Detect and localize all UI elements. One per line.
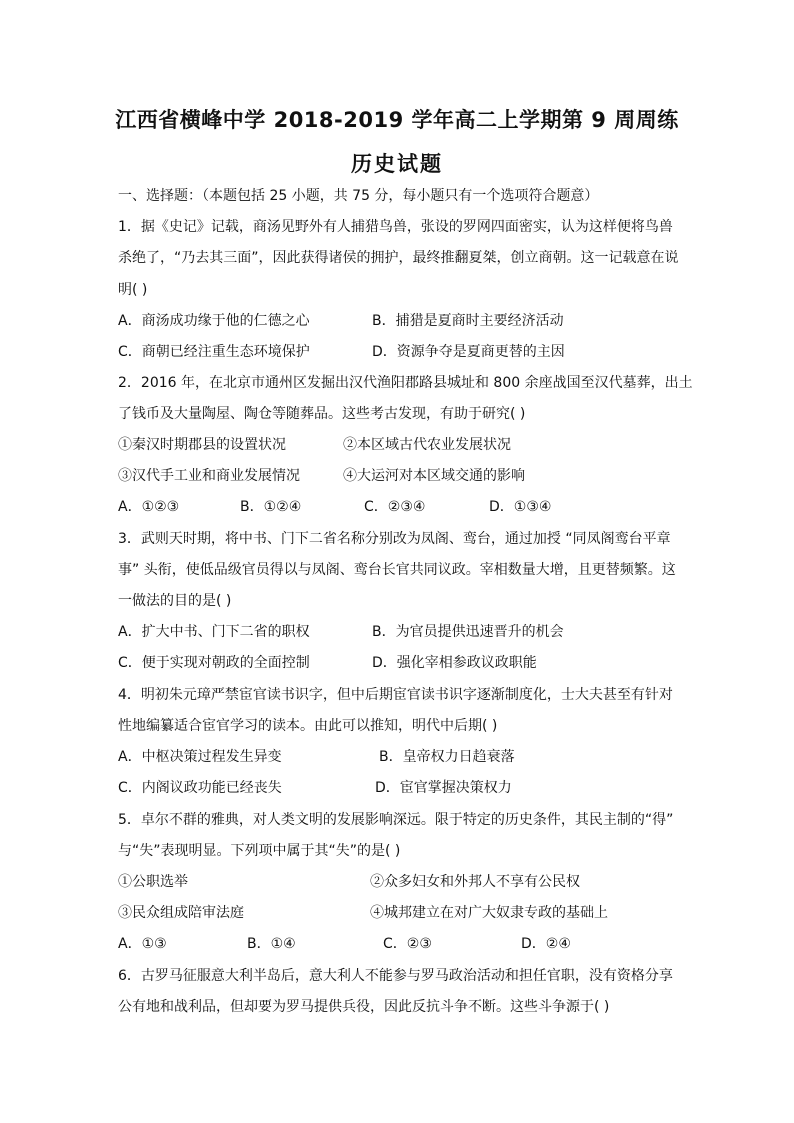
q2-option-d: D．①③④ bbox=[489, 499, 552, 515]
q5-statement-2: ②众多妇女和外邦人不享有公民权 bbox=[370, 874, 580, 890]
q3-line-2: 事” 头衔，使低品级官员得以与凤阁、鸾台长官共同议政。宰相数量大增，且更替频繁。这 bbox=[118, 562, 676, 578]
q3-option-d: D．强化宰相参政议政职能 bbox=[372, 655, 537, 671]
q3-option-b: B．为官员提供迅速晋升的机会 bbox=[372, 624, 564, 640]
q2-statement-2: ②本区域古代农业发展状况 bbox=[343, 437, 511, 453]
q5-line-1: 5．卓尔不群的雅典，对人类文明的发展影响深远。限于特定的历史条件，其民主制的“得” bbox=[118, 812, 674, 828]
q4-option-a: A．中枢决策过程发生异变 bbox=[118, 749, 282, 765]
q1-option-c: C．商朝已经注重生态环境保护 bbox=[118, 344, 310, 360]
q4-line-1: 4．明初朱元璋严禁宦官读书识字，但中后期宦官读书识字逐渐制度化，士大夫甚至有针对 bbox=[118, 687, 673, 703]
q1-line-2: 杀绝了，“乃去其三面”，因此获得诸侯的拥护，最终推翻夏桀，创立商朝。这一记载意在说 bbox=[118, 250, 679, 266]
q2-statement-1: ①秦汉时期郡县的设置状况 bbox=[118, 437, 286, 453]
q4-option-b: B．皇帝权力日趋衰落 bbox=[379, 749, 515, 765]
q5-option-a: A．①③ bbox=[118, 936, 167, 952]
q2-option-c: C．②③④ bbox=[364, 499, 426, 515]
q1-option-a: A．商汤成功缘于他的仁德之心 bbox=[118, 313, 310, 329]
q5-statement-3: ③民众组成陪审法庭 bbox=[118, 905, 244, 921]
q1-line-3: 明( ) bbox=[118, 282, 148, 298]
q2-line-2: 了钱币及大量陶屋、陶仓等随葬品。这些考古发现，有助于研究( ) bbox=[118, 406, 526, 422]
section-heading: 一、选择题：（本题包括 25 小题，共 75 分，每小题只有一个选项符合题意） bbox=[118, 188, 599, 204]
q5-statement-4: ④城邦建立在对广大奴隶专政的基础上 bbox=[370, 905, 608, 921]
q4-line-2: 性地编纂适合宦官学习的读本。由此可以推知，明代中后期( ) bbox=[118, 718, 498, 734]
q2-option-b: B．①②④ bbox=[240, 499, 302, 515]
q5-option-c: C．②③ bbox=[383, 936, 432, 952]
q2-line-1: 2．2016 年，在北京市通州区发掘出汉代渔阳郡路县城址和 800 余座战国至汉代墓葬，出土 bbox=[118, 375, 693, 391]
q5-statement-1: ①公职选举 bbox=[118, 874, 188, 890]
q5-option-b: B．①④ bbox=[247, 936, 296, 952]
q2-option-a: A．①②③ bbox=[118, 499, 180, 515]
q3-option-c: C．便于实现对朝政的全面控制 bbox=[118, 655, 310, 671]
q6-line-1: 6．古罗马征服意大利半岛后，意大利人不能参与罗马政治活动和担任官职，没有资格分享 bbox=[118, 968, 673, 984]
q2-statement-4: ④大运河对本区域交通的影响 bbox=[343, 468, 525, 484]
q4-option-d: D．宦官掌握决策权力 bbox=[375, 780, 512, 796]
q1-option-b: B．捕猎是夏商时主要经济活动 bbox=[372, 313, 564, 329]
q5-line-2: 与“失”表现明显。下列项中属于其“失”的是( ) bbox=[118, 843, 401, 859]
q3-line-1: 3．武则天时期，将中书、门下二省名称分别改为凤阁、鸾台，通过加授 “同凤阁鸾台平章 bbox=[118, 531, 671, 547]
q3-line-3: 一做法的目的是( ) bbox=[118, 593, 232, 609]
q1-option-d: D．资源争夺是夏商更替的主因 bbox=[372, 344, 565, 360]
page-subtitle: 历史试题 bbox=[351, 152, 443, 176]
q5-option-d: D．②④ bbox=[521, 936, 571, 952]
q6-line-2: 公有地和战利品，但却要为罗马提供兵役，因此反抗斗争不断。这些斗争源于( ) bbox=[118, 999, 610, 1015]
q4-option-c: C．内阁议政功能已经丧失 bbox=[118, 780, 282, 796]
q1-line-1: 1．据《史记》记载，商汤见野外有人捕猎鸟兽，张设的罗网四面密实，认为这样便将鸟兽 bbox=[118, 219, 673, 235]
q3-option-a: A．扩大中书、门下二省的职权 bbox=[118, 624, 310, 640]
q2-statement-3: ③汉代手工业和商业发展情况 bbox=[118, 468, 300, 484]
page-title: 江西省横峰中学 2018-2019 学年高二上学期第 9 周周练 bbox=[115, 108, 679, 132]
